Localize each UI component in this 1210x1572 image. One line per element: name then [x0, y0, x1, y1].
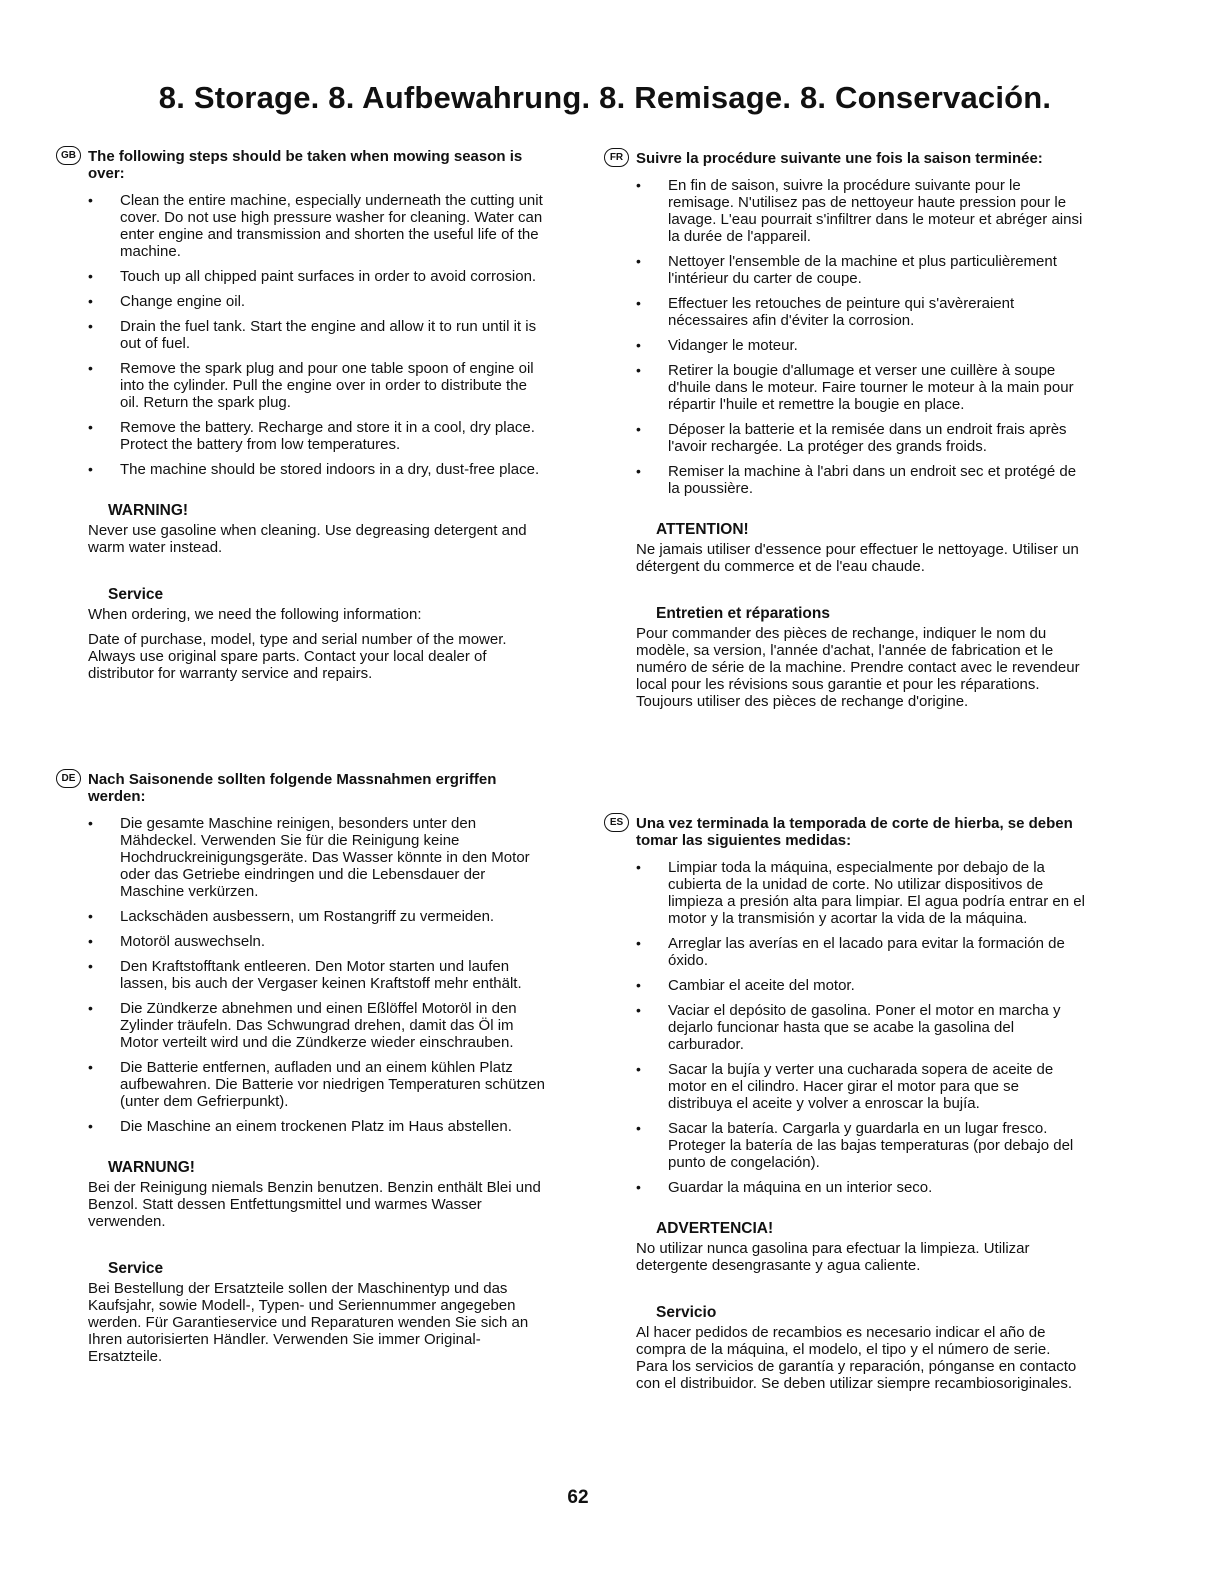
warning-title: WARNING! — [108, 502, 189, 519]
service-text: Pour commander des pièces de rechange, indiquer le nom du modèle, sa version, l'année d'achat, l'année de fabrication et le numéro de série de la machine. Prendre contact avec le revendeur local pour les révisions sous garantie et pour les réparations. Toujours utiliser des pièces de rechange d'origine. — [636, 625, 1080, 710]
list-item: • Vaciar el depósito de gasolina. Poner el motor en marcha y dejarlo funcionar hasta que se acabe la gasolina del carburador. — [636, 1002, 1085, 1053]
instruction-list — [88, 815, 550, 1135]
list-item: • Touch up all chipped paint surfaces in order to avoid corrosion. — [88, 268, 550, 285]
list-item: • Déposer la batterie et la remisée dans un endroit frais après l'avoir rechargée. La protéger des grands froids. — [636, 421, 1085, 455]
service-text: Date of purchase, model, type and serial number of the mower. Always use original spare parts. Contact your local dealer of distributor for warranty service and repairs. — [88, 631, 507, 682]
warning-title: WARNUNG! — [108, 1159, 195, 1176]
list-item: • Den Kraftstofftank entleeren. Den Motor starten und laufen lassen, bis auch der Vergaser keinen Kraftstoff mehr enthält. — [88, 958, 550, 992]
section-spanish — [609, 815, 1085, 1400]
warning-text: Never use gasoline when cleaning. Use degreasing detergent and warm water instead. — [88, 522, 527, 556]
list-item: • Remove the spark plug and pour one table spoon of engine oil into the cylinder. Pull the engine over in order to distribute the oil. Return the spark plug. — [88, 360, 550, 411]
language-badge-icon: ES — [604, 813, 629, 832]
section-heading-text: The following steps should be taken when mowing season is over: — [88, 148, 523, 182]
service-title: Service — [108, 1260, 164, 1277]
warning-text: Bei der Reinigung niemals Benzin benutzen. Benzin enthält Blei und Benzol. Statt dessen Entfettungsmittel und warmes Wasser verwenden. — [88, 1179, 541, 1230]
section-heading-text: Suivre la procédure suivante une fois la saison terminée: — [636, 150, 1043, 167]
section-heading — [61, 771, 550, 805]
list-item: • En fin de saison, suivre la procédure suivante pour le remisage. N'utilisez pas de nettoyeur haute pression pour le lavage. L'eau pourrait s'infiltrer dans le moteur et abréger ainsi la durée de l'appareil. — [636, 177, 1085, 245]
warning-text: Ne jamais utiliser d'essence pour effectuer le nettoyage. Utiliser un détergent du commerce et de l'eau chaude. — [636, 541, 1079, 575]
warning-text: No utilizar nunca gasolina para efectuar la limpieza. Utilizar detergente desengrasante y agua caliente. — [636, 1240, 1030, 1274]
warning-title: ADVERTENCIA! — [656, 1220, 774, 1237]
list-item: • Effectuer les retouches de peinture qui s'avèreraient nécessaires afin d'éviter la corrosion. — [636, 295, 1085, 329]
list-item: • Nettoyer l'ensemble de la machine et plus particulièrement l'intérieur du carter de coupe. — [636, 253, 1085, 287]
list-item: • Die Batterie entfernen, aufladen und an einem kühlen Platz aufbewahren. Die Batterie vor niedrigen Temperaturen schützen (unter dem Gefrierpunkt). — [88, 1059, 550, 1110]
page-number: 62 — [567, 1487, 589, 1508]
section-heading-text: Nach Saisonende sollten folgende Massnahmen ergriffen werden: — [88, 771, 497, 805]
section-heading-text: Una vez terminada la temporada de corte de hierba, se deben tomar las siguientes medidas: — [636, 815, 1073, 849]
list-item: • Change engine oil. — [88, 293, 550, 310]
instruction-list — [636, 859, 1085, 1196]
service-title: Service — [108, 586, 164, 603]
language-badge-icon: FR — [604, 148, 629, 167]
instruction-list — [636, 177, 1085, 497]
list-item: • Die gesamte Maschine reinigen, besonders unter den Mähdeckel. Verwenden Sie für die Reinigung keine Hochdruckreinigungsgeräte. Das Wasser könnte in den Motor oder das Getriebe eindringen und die Lebensdauer der Maschine verkürzen. — [88, 815, 550, 900]
service-text: Al hacer pedidos de recambios es necesario indicar el año de compra de la máquina, el modelo, el tipo y el número de serie. Para los servicios de garantía y reparación, pónganse en contacto con el distribuidor. Se deben utilizar siempre recambiosoriginales. — [636, 1324, 1077, 1392]
instruction-list — [88, 192, 550, 478]
list-item: • Remiser la machine à l'abri dans un endroit sec et protégé de la poussière. — [636, 463, 1085, 497]
warning-title: ATTENTION! — [656, 521, 749, 538]
section-heading — [609, 815, 1085, 849]
list-item: • Clean the entire machine, especially underneath the cutting unit cover. Do not use high pressure washer for cleaning. Water can enter engine and transmission and shorten the useful life of the machine. — [88, 192, 550, 260]
list-item: • The machine should be stored indoors in a dry, dust-free place. — [88, 461, 550, 478]
page-title: 8. Storage. 8. Aufbewahrung. 8. Remisage. 8. Conservación. — [158, 80, 1052, 115]
service-title: Servicio — [656, 1304, 717, 1321]
list-item: • Guardar la máquina en un interior seco. — [636, 1179, 1085, 1196]
section-english — [61, 148, 550, 690]
list-item: • Die Maschine an einem trockenen Platz im Haus abstellen. — [88, 1118, 550, 1135]
list-item: • Motoröl auswechseln. — [88, 933, 550, 950]
list-item: • Drain the fuel tank. Start the engine and allow it to run until it is out of fuel. — [88, 318, 550, 352]
list-item: • Cambiar el aceite del motor. — [636, 977, 1085, 994]
list-item: • Retirer la bougie d'allumage et verser une cuillère à soupe d'huile dans le moteur. Faire tourner le moteur à la main pour répartir l'huile et remettre la bougie en place. — [636, 362, 1085, 413]
service-title: Entretien et réparations — [656, 605, 830, 622]
list-item: • Die Zündkerze abnehmen und einen Eßlöffel Motoröl in den Zylinder träufeln. Das Schwungrad drehen, damit das Öl im Motor verteilt wird und die Zündkerze wieder einschrauben. — [88, 1000, 550, 1051]
list-item: • Arreglar las averías en el lacado para evitar la formación de óxido. — [636, 935, 1085, 969]
section-german — [61, 771, 550, 1373]
language-badge-icon: GB — [56, 146, 81, 165]
section-french — [609, 150, 1085, 718]
service-text: When ordering, we need the following information: — [88, 606, 422, 623]
section-heading — [609, 150, 1085, 167]
list-item: • Sacar la bujía y verter una cucharada sopera de aceite de motor en el cilindro. Hacer girar el motor para que se distribuya el aceite y volver a enroscar la bujía. — [636, 1061, 1085, 1112]
list-item: • Limpiar toda la máquina, especialmente por debajo de la cubierta de la unidad de corte. No utilizar dispositivos de limpieza a presión alta para limpiar. El agua podría entrar en el motor y la transmisión y acortar la vida de la máquina. — [636, 859, 1085, 927]
service-text: Bei Bestellung der Ersatzteile sollen der Maschinentyp und das Kaufsjahr, sowie Modell-, Typen- und Seriennummer angegeben werden. Für Garantieservice und Reparaturen wenden Sie sich an Ihren autorisierten Händler. Verwenden Sie immer Original-Ersatzteile. — [88, 1280, 529, 1365]
list-item: • Remove the battery. Recharge and store it in a cool, dry place. Protect the battery from low temperatures. — [88, 419, 550, 453]
list-item: • Lackschäden ausbessern, um Rostangriff zu vermeiden. — [88, 908, 550, 925]
section-heading — [61, 148, 550, 182]
list-item: • Sacar la batería. Cargarla y guardarla en un lugar fresco. Proteger la batería de las bajas temperaturas (por debajo del punto de congelación). — [636, 1120, 1085, 1171]
list-item: • Vidanger le moteur. — [636, 337, 1085, 354]
language-badge-icon: DE — [56, 769, 81, 788]
